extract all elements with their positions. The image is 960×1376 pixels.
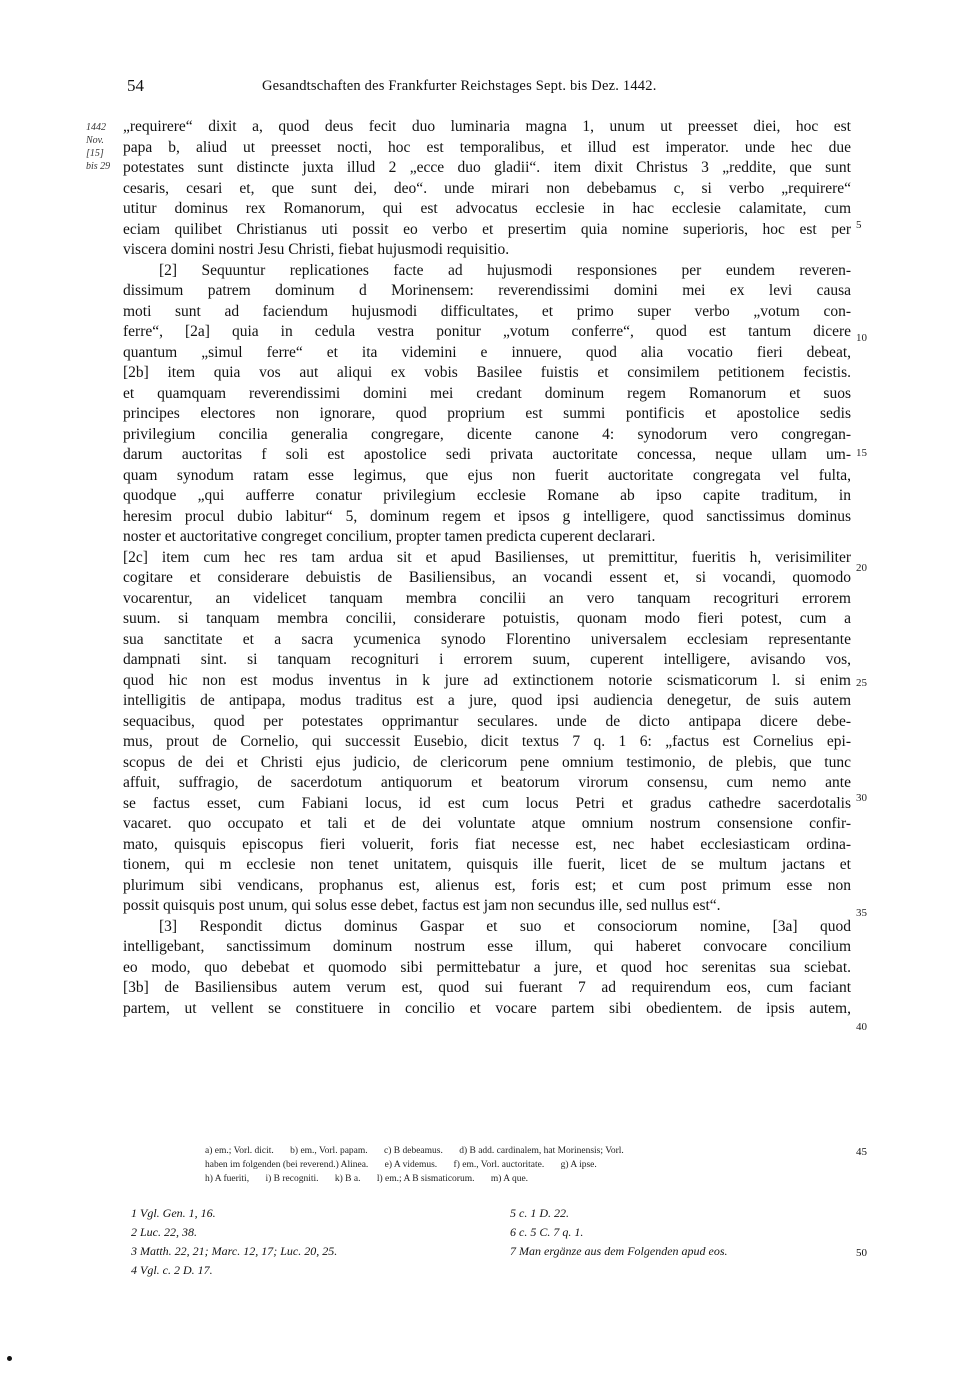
apparatus-note: k) B a.: [334, 1174, 361, 1184]
page-number: 54: [127, 76, 144, 95]
text-line: intelligitis de antipapa, modus traditus est a jure, quod ipsi audiencia denegetur, de suis autem: [123, 692, 851, 709]
text-line: eciam quilibet Christianus uti possit eo verbo et presertim quia nomine superioris, hoc est per: [123, 220, 851, 238]
text-line: eo modo, quo debebat et quomodo sibi permittebatur a jure, et quod hoc serenitas sua sciebat.: [123, 958, 851, 976]
apparatus-note: b) em., Vorl. papam.: [290, 1146, 368, 1156]
text-line: cesaris, cesari et, que sunt dei, deo“. unde mirari non debebamus c, si verbo „requirere“: [123, 179, 851, 197]
apparatus-note: a) em.; Vorl. dicit.: [205, 1146, 274, 1156]
text-line: suum. si tanquam membra concilii, considerare potuistis, quonam modo fieri potest, cum a: [123, 610, 851, 627]
text-line: et quamquam reverendissimi domini mei credant dominum regem Romanorum et suos: [123, 384, 851, 402]
apparatus-row: [205, 1144, 885, 1158]
text-line: quam synodum ratam esse legimus, que ejus non fuerit auctoritate congregata vel fulta,: [123, 466, 851, 484]
page-mark-dot: [7, 1356, 12, 1361]
text-line: potestates sunt distincte juxta illud 2 „ecce duo gladii“. item dixit Christus 3 „reddite, que sunt: [123, 159, 851, 176]
apparatus-note: f) em., Vorl. auctoritate.: [453, 1160, 545, 1170]
margin-date-line: bis 29: [86, 161, 111, 172]
footnote: 7 Man ergänze aus dem Folgenden apud eos.: [510, 1244, 728, 1258]
text-line: sequacibus, quod per potestates opprimantur seculares. unde de dicto antipapa dicere debe-: [123, 712, 851, 730]
text-line: tionem, qui m ecclesie non tenet unitatem, quisquis ille fuerit, licet de se multum jactans et: [123, 856, 851, 873]
footnote: 5 c. 1 D. 22.: [510, 1206, 569, 1220]
footnote: 3 Matth. 22, 21; Marc. 12, 17; Luc. 20, 25.: [131, 1244, 338, 1258]
line-number: 30: [856, 792, 867, 804]
running-title: Gesandtschaften des Frankfurter Reichstages Sept. bis Dez. 1442.: [262, 78, 657, 94]
line-number: 15: [856, 447, 867, 459]
text-line: vocarentur, an videlicet tanquam membra concilii an vero tanquam recogrituri errorem: [123, 589, 851, 607]
text-line: possit quisquis post unum, qui solus esse debet, factus est jam non secundus ille, sed nullus est“.: [123, 897, 721, 914]
text-line: [3b] de Basiliensibus autem verum est, quod sui fuerant 7 ad requirendum eos, cum faciant: [123, 979, 851, 996]
text-line: affuit, suffragio, de sacerdotum antiquorum et beatorum virorum consensu, cum nemo ante: [123, 774, 851, 791]
margin-date-line: Nov.: [86, 135, 104, 146]
text-line: mus, prout de Cornelio, qui successit Eusebio, dicit textus 7 q. 1 6: „factus est Cornelius epi-: [123, 733, 851, 750]
line-number: 10: [856, 332, 867, 344]
page-header: [0, 76, 960, 100]
margin-date-line: [15]: [86, 148, 104, 159]
text-line: utitur dominus rex Romanorum, qui est advocatus ecclesie in hac ecclesie calamitate, cum: [123, 200, 851, 217]
text-line: darum auctoritas f soli est apostolice sedi privata auctoritate concessa, neque ullam um-: [123, 446, 851, 463]
text-line: [3] Respondit dictus dominus Gaspar et suo et consociorum nomine, [3a] quod: [159, 917, 851, 935]
text-line: „requirere“ dixit a, quod deus fecit duo luminaria magna 1, unum ut preesset diei, hoc est: [123, 118, 851, 135]
text-line: scopus de dei et Christi ejus judicio, de clericorum pene omnium testimonio, de plebis, que tunc: [123, 753, 851, 771]
line-number: 25: [856, 677, 867, 689]
apparatus-note: g) A ipse.: [560, 1160, 597, 1170]
text-line: [2] Sequuntur replicationes facte ad hujusmodi responsiones per eundem reveren-: [159, 261, 851, 279]
text-line: principes electores non ignorare, quod proprium est summi pontificis et apostolice sedis: [123, 405, 851, 422]
text-line: [2b] item quia vos aut aliqui ex vobis Basilee fuistis et consimilem petitionem fecistis.: [123, 364, 851, 381]
main-text: [123, 117, 851, 1019]
apparatus-note: c) B debeamus.: [384, 1146, 443, 1156]
line-number: 40: [856, 1021, 867, 1033]
footnote: 1 Vgl. Gen. 1, 16.: [131, 1206, 216, 1220]
text-line: vacaret. quo occupato et tali et de dei voluntate atque omnium nostrum consensione confir-: [123, 815, 851, 832]
text-line: se factus esset, cum Fabiani locus, id est cum locus Petri et gradus cathedre sacerdotalis: [123, 794, 851, 812]
apparatus-note: m) A que.: [490, 1174, 529, 1184]
footnotes-left: [131, 1204, 337, 1280]
text-line: ferre“, [2a] quia in cedula vestra ponitur „votum conferre“, quod est tantum dicere: [123, 323, 851, 340]
text-line: noster et auctoritative congreget concilium, propter tamen predicta cuperent declarari.: [123, 528, 656, 545]
apparatus-note: h) A fueriti,: [205, 1174, 250, 1184]
text-line: heresim procul dubio labitur“ 5, dominum regem et ipsos g intelligere, quod sanctissimus dominus: [123, 507, 851, 525]
apparatus-note: haben im folgenden (bei reverend.) Alinea.: [205, 1160, 369, 1170]
text-line: [2c] item cum hec res tam ardua sit et apud Basilienses, ut premittitur, fueritis h, verisimiliter: [123, 548, 851, 566]
apparatus-note: i) B recogniti.: [265, 1174, 319, 1184]
apparatus-note: l) em.; A B sismaticorum.: [376, 1174, 475, 1184]
margin-date: [86, 121, 122, 173]
line-number: 35: [856, 907, 867, 919]
text-line: plurimum sibi vendicans, prophanus est, alienus est, foris est; et cum post primum esse non: [123, 876, 851, 894]
line-number: 5: [856, 219, 862, 231]
line-number: 20: [856, 562, 867, 574]
text-line: papa b, aliud ut preesset nocti, hoc est temporalibus, et illud est imperator. unde hec due: [123, 138, 851, 156]
text-line: dampnati sint. si tanquam recognituri i errorem suum, cuperent intelligere, avisando vos,: [123, 651, 851, 668]
apparatus-line-number: 45: [856, 1146, 867, 1158]
text-line: privilegium concilia generalia congregare, dicente canone 4: synodorum vero congregan-: [123, 425, 851, 443]
text-line: quod hic non est modus inventus in k jure ad extinctionem notorie scismaticorum l. si enim: [123, 671, 851, 689]
text-line: mato, quisquis episcopus fieri voluerit, foris fiat necesse est, nec habet ecclesiasticam ordina-: [123, 835, 851, 853]
apparatus-note: e) A videmus.: [384, 1160, 438, 1170]
text-line: quantum „simul ferre“ et ita videmini e innuere, quod alia vocatio fieri debeat,: [123, 343, 851, 361]
footnote-line-number: 50: [856, 1247, 867, 1259]
apparatus-row: [205, 1158, 885, 1172]
footnote: 2 Luc. 22, 38.: [131, 1225, 197, 1239]
text-line: intelligebant, sanctissimum dominum nostrum esse illum, qui haberet convocare concilium: [123, 938, 851, 955]
apparatus-note: d) B add. cardinalem, hat Morinensis; Vorl.: [459, 1146, 624, 1156]
footnotes-right: [510, 1204, 728, 1261]
text-line: partem, ut vellent se constituere in concilio et vocare partem sibi obedientem. de ipsis autem,: [123, 999, 851, 1017]
critical-apparatus: [205, 1144, 885, 1186]
text-line: quodque „qui aufferre conatur privilegium ecclesie Romane ab ipso capite traditum, in: [123, 487, 851, 504]
text-line: sua sanctitate et a sacra ycumenica synodo Florentino universalem ecclesiam representante: [123, 630, 851, 648]
footnote: 6 c. 5 C. 7 q. 1.: [510, 1225, 584, 1239]
text-line: moti sunt ad faciendum hujusmodi difficultates, et primo super verbo „votum con-: [123, 302, 851, 320]
footnote: 4 Vgl. c. 2 D. 17.: [131, 1263, 213, 1277]
text-line: dissimum patrem dominum d Morinensem: reverendissimi domini mei ex levi causa: [123, 282, 851, 299]
text-line: cogitare et considerare debuistis de Basiliensibus, an vocandi essent et, si vocandi, quomodo: [123, 569, 851, 586]
apparatus-row: [205, 1172, 885, 1186]
margin-date-line: 1442: [86, 122, 106, 133]
text-line: viscera domini nostri Jesu Christi, fiebat hujusmodi requisitio.: [123, 241, 510, 258]
